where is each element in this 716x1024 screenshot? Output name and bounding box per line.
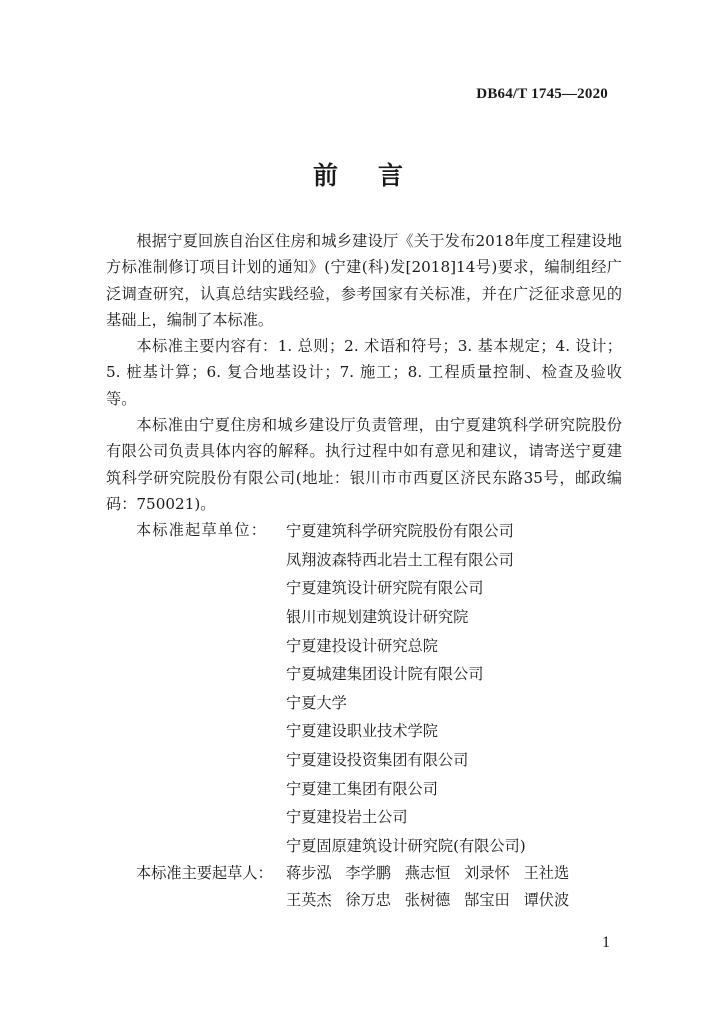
- drafter-line: [286, 887, 622, 913]
- drafting-unit-item: 银川市规划建筑设计研究院: [286, 608, 469, 627]
- drafting-unit-item: 宁夏建设职业技术学院: [286, 722, 438, 741]
- drafter-name: 王英杰: [286, 890, 332, 909]
- drafting-unit-item: 宁夏固原建筑设计研究院(有限公司): [286, 836, 526, 855]
- drafter-line: [286, 860, 622, 886]
- drafter-name: 刘录怀: [464, 864, 510, 883]
- main-drafters-list: [286, 860, 622, 913]
- paragraph-background: 根据宁夏回族自治区住房和城乡建设厅《关于发布2018年度工程建设地方标准制修订项目计划的通知》(宁建(科)发[2018]14号)要求，编制组经广泛调查研究，认真总结实践经验，参考国家有关标准，并在广泛征求意见的基础上，编制了本标准。: [106, 232, 622, 329]
- drafter-name: 谭伏波: [523, 890, 570, 909]
- page-title: 前言: [312, 161, 443, 190]
- document-body: [106, 228, 622, 913]
- page-number: 1: [602, 934, 610, 951]
- drafting-unit-item: 宁夏建筑科学研究院股份有限公司: [286, 522, 514, 541]
- drafting-unit-item: 宁夏城建集团设计院有限公司: [286, 665, 484, 684]
- drafter-name: 燕志恒: [404, 864, 451, 883]
- drafting-unit-item: 宁夏建投设计研究总院: [286, 636, 438, 655]
- drafting-unit-item: 宁夏大学: [286, 693, 347, 712]
- paragraph-contents: 本标准主要内容有：1. 总则；2. 术语和符号；3. 基本规定；4. 设计；5. 桩基计算；6. 复合地基设计；7. 施工；8. 工程质量控制、检查及验收等。: [106, 337, 622, 408]
- drafter-name: 郜宝田: [464, 890, 510, 909]
- drafting-unit-item: 宁夏建工集团有限公司: [286, 779, 438, 798]
- drafting-units-label: 本标准起草单位：: [136, 521, 268, 540]
- drafter-name: 王社选: [523, 864, 570, 883]
- drafter-name: 李学鹏: [345, 864, 391, 883]
- standard-code: DB64/T 1745—2020: [476, 86, 608, 102]
- drafting-unit-item: 凤翔波森特西北岩土工程有限公司: [286, 550, 514, 569]
- drafter-name: 徐万忠: [345, 890, 391, 909]
- drafter-name: 蒋步泓: [286, 864, 332, 883]
- drafting-unit-item: 宁夏建设投资集团有限公司: [286, 751, 469, 770]
- main-drafters-section: [106, 860, 622, 913]
- drafter-name: 张树德: [404, 890, 451, 909]
- drafting-units-section: [106, 517, 622, 860]
- drafting-units-list: [286, 517, 622, 860]
- drafting-unit-item: 宁夏建投岩土公司: [286, 808, 408, 827]
- drafting-unit-item: 宁夏建筑设计研究院有限公司: [286, 579, 484, 598]
- paragraph-management: 本标准由宁夏住房和城乡建设厅负责管理，由宁夏建筑科学研究院股份有限公司负责具体内容的解释。执行过程中如有意见和建议，请寄送宁夏建筑科学研究院股份有限公司(地址：银川市市西夏区济民东路35号，邮政编码：750021)。: [106, 416, 622, 513]
- main-drafters-label: 本标准主要起草人：: [136, 864, 273, 883]
